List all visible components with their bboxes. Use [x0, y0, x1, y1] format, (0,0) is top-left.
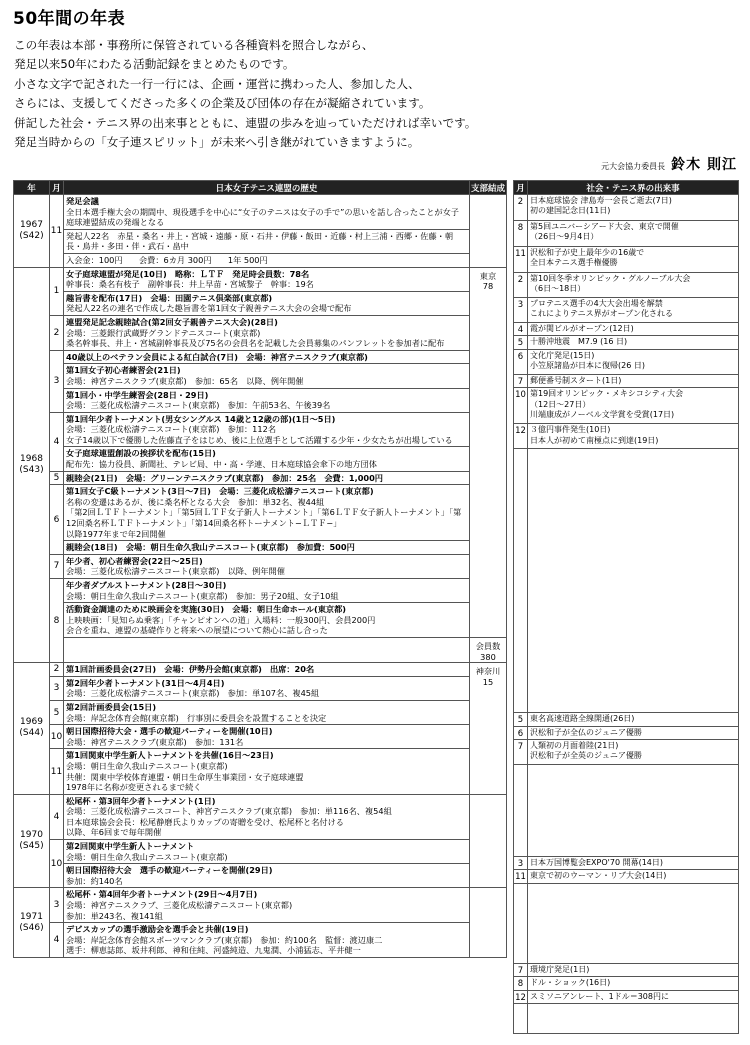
- table-row: [14, 923, 507, 958]
- event-cell: 入会金：100円 会費：6カ月 300円 1年 500円: [64, 253, 470, 267]
- social-month: 12: [514, 990, 528, 1003]
- event-cell: 趣旨書を配布(17日) 会場：田園テニス倶楽部(東京都) 発起人22名の連名で作成した趣旨書を第1回女子親善テニス大会の会場で配布: [64, 291, 470, 315]
- event-cell: 第1回関東中学生新人トーナメントを共催(16日〜23日) 会場：朝日生命久我山テニスコート(東京都) 共催：関東中学校体育連盟・朝日生命厚生事業団・女子庭球連盟 1978年に名称が変更されるまで続く: [64, 749, 470, 794]
- table-row: [14, 794, 507, 839]
- social-row: [514, 273, 739, 298]
- month-cell: 5: [50, 471, 64, 485]
- month-header: 月: [50, 181, 64, 195]
- social-event: [528, 765, 739, 857]
- month-cell: 11: [50, 749, 64, 794]
- table-row: [14, 291, 507, 315]
- social-month: 4: [514, 323, 528, 336]
- social-row-blank: [514, 449, 739, 713]
- history-header: 日本女子テニス連盟の歴史: [64, 181, 470, 195]
- social-row: [514, 977, 739, 990]
- page-title: 50年間の年表: [13, 9, 126, 29]
- branch-cell: 会員数 380: [470, 637, 507, 662]
- social-event: 十勝沖地震 M7.9 (16 日): [528, 336, 739, 349]
- month-cell: 8: [50, 579, 64, 663]
- social-event: 霞が関ビルがオープン(12日): [528, 323, 739, 336]
- intro-text: [14, 36, 734, 152]
- table-row: [14, 447, 507, 471]
- author-name: 鈴木 則江: [671, 157, 737, 173]
- social-row: [514, 870, 739, 883]
- social-event: ３億円事件発生(10日) 日本人が初めて南極点に到達(19日): [528, 424, 739, 449]
- social-event: 人類初の月面着陸(21日) 沢松和子が全英のジュニア優勝: [528, 740, 739, 765]
- social-row: [514, 298, 739, 323]
- social-row: [514, 963, 739, 976]
- social-row: [514, 990, 739, 1003]
- table-row: [14, 888, 507, 923]
- social-month: 5: [514, 336, 528, 349]
- social-month: [514, 449, 528, 713]
- social-month: 2: [514, 273, 528, 298]
- event-cell: 活動資金調達のために映画会を実施(30日) 会場：朝日生命ホール(東京都) 上映映画：「見知らぬ乗客」「チャンピオンへの道」入場料：一般300円、会員200円 会合を重ね、連盟の基礎作りと将来への展望について熱心に話し合った: [64, 603, 470, 638]
- social-row-blank: [514, 883, 739, 963]
- social-month: [514, 883, 528, 963]
- table-row: [14, 725, 507, 749]
- social-month: 6: [514, 726, 528, 739]
- social-event: 沢松和子が全仏のジュニア優勝: [528, 726, 739, 739]
- month-cell: 10: [50, 840, 64, 888]
- social-month: 8: [514, 977, 528, 990]
- author-signature: [601, 154, 737, 174]
- table-row: [14, 267, 507, 291]
- table-row: [14, 603, 507, 638]
- social-event: 第5回ユニバーシアード大会、東京で開催 （26日〜9月4日）: [528, 221, 739, 247]
- month-cell: 11: [50, 195, 64, 268]
- social-row: [514, 195, 739, 221]
- branch-cell: 東京 78: [470, 267, 507, 637]
- event-cell: 40歳以上のベテラン会員による紅白試合(7日) 会場：神宮テニスクラブ(東京都): [64, 350, 470, 364]
- social-month: 7: [514, 740, 528, 765]
- social-event: 沢松和子が史上最年少の16歳で 全日本テニス選手権優勝: [528, 247, 739, 273]
- table-row: [14, 412, 507, 447]
- social-event: [528, 883, 739, 963]
- history-header-row: [14, 181, 507, 195]
- event-cell: 連盟発足記念親睦試合(第2回女子親善テニス大会)(28日) 会場：三菱銀行武蔵野グランドテニスコート(東京都) 桑名幹事長、井上・宮城副幹事長及び75名の会員名を記載した会員募集のパンフレットを参加者に配布: [64, 315, 470, 350]
- event-cell: 第2回年少者トーナメント(31日〜4月4日) 会場：三菱化成松濤テニスコート(東京都) 参加：単107名、複45組: [64, 676, 470, 700]
- social-event: 東京で初のウーマン・リブ大会(14日): [528, 870, 739, 883]
- table-row: [14, 485, 507, 541]
- event-cell: 松尾杯・第4回年少者トーナメント(29日〜4月7日) 会場：神宮テニスクラブ、三菱化成松濤テニスコート(東京都) 参加：単243名、複141組: [64, 888, 470, 923]
- social-event: 第10回冬季オリンピック・グルノーブル大会 （6日〜18日）: [528, 273, 739, 298]
- social-month: 7: [514, 374, 528, 387]
- social-event: 環境庁発足(1日): [528, 963, 739, 976]
- table-row: [14, 637, 507, 662]
- social-row: [514, 349, 739, 374]
- author-role: 元大会協力委員長: [601, 162, 666, 171]
- event-spacer: [64, 637, 470, 662]
- social-row: [514, 713, 739, 726]
- table-row: [14, 700, 507, 724]
- social-row-blank: [514, 765, 739, 857]
- event-cell: 発起人22名 赤星・桑名・井上・宮城・遠藤・原・石井・伊藤・飯田・近藤・村上三浦・西郷・佐藤・朝長・鳥井・多田・伴・武石・畠中: [64, 229, 470, 253]
- year-cell: 1971 (S46): [14, 888, 50, 958]
- social-event: 日本庭球協会 津島寿一会長ご逝去(7日) 初の建国記念日(11日): [528, 195, 739, 221]
- social-event: [528, 1004, 739, 1034]
- social-month: 5: [514, 713, 528, 726]
- table-row: [14, 315, 507, 350]
- branch-cell: 神奈川 15: [470, 663, 507, 795]
- table-row: [14, 471, 507, 485]
- social-event: プロテニス選手の4大大会出場を解禁 これによりテニス界がオープン化される: [528, 298, 739, 323]
- table-row: [14, 663, 507, 677]
- social-month: 10: [514, 388, 528, 424]
- event-cell: 第1回計画委員会(27日) 会場：伊勢丹会館(東京都) 出席：20名: [64, 663, 470, 677]
- intro-line: 小さな文字で記された一行一行には、企画・運営に携わった人、参加した人、: [14, 76, 420, 91]
- event-cell: 第1回年少者トーナメント(男女シングルス 14歳と12歳の部)(1日〜5日) 会場：三菱化成松濤テニスコート(東京都) 参加：112名 女子14歳以下で優勝した佐藤直子をはじめ、後に上位選手として活躍する少年・少女たちが出場している: [64, 412, 470, 447]
- table-row: [14, 554, 507, 578]
- social-events-table: [513, 180, 739, 1034]
- social-row: [514, 247, 739, 273]
- table-row: [14, 840, 507, 864]
- social-row: [514, 336, 739, 349]
- event-cell: 年少者ダブルストーナメント(28日〜30日) 会場：朝日生命久我山テニスコート(東京都) 参加：男子20組、女子10組: [64, 579, 470, 603]
- event-cell: 第2回計画委員会(15日) 会場：岸記念体育会館(東京都) 行事別に委員会を設置することを決定: [64, 700, 470, 724]
- event-cell: 女子庭球連盟創設の挨拶状を配布(15日) 配布先：協力役員、新聞社、テレビ局、中・高・学連、日本庭球協会傘下の地方団体: [64, 447, 470, 471]
- social-row-blank: [514, 1004, 739, 1034]
- table-row: [14, 388, 507, 412]
- table-row: [14, 579, 507, 603]
- month-cell: 1: [50, 267, 64, 315]
- intro-line: さらには、支援してくださった多くの企業及び団体の存在が凝縮されています。: [14, 96, 431, 111]
- event-cell: 年少者、初心者練習会(22日〜25日) 会場：三菱化成松濤テニスコート(東京都) 以降、例年開催: [64, 554, 470, 578]
- social-month: 8: [514, 221, 528, 247]
- month-cell: 3: [50, 888, 64, 923]
- social-month: 3: [514, 298, 528, 323]
- social-row: [514, 323, 739, 336]
- social-month: [514, 765, 528, 857]
- table-row: [14, 350, 507, 364]
- event-cell: 第1回女子初心者練習会(21日) 会場：神宮テニスクラブ(東京都) 参加：65名 以降、例年開催: [64, 364, 470, 388]
- social-row: [514, 740, 739, 765]
- social-row: [514, 726, 739, 739]
- social-month: 11: [514, 870, 528, 883]
- year-cell: 1968 (S43): [14, 267, 50, 663]
- social-row: [514, 374, 739, 387]
- branch-cell: [470, 195, 507, 268]
- year-header: 年: [14, 181, 50, 195]
- social-event: スミソニアンレート、1ドル＝308円に: [528, 990, 739, 1003]
- event-cell: 第1回女子C級トーナメント(3日〜7日) 会場：三菱化成松濤テニスコート(東京都) 名称の変遷はあるが、後に桑名杯となる大会 参加：単32名、複44組 「第2回ＬＴＦトーナメント」「第5回ＬＴＦ女子新人トーナメント」「第6ＬＴＦ女子新人トーナメント」「第12回桑名杯ＬＴＦトーナメント」「第14回桑名杯トーナメント−ＬＴＦ−」 以降1977年まで年2回開催: [64, 485, 470, 541]
- event-cell: デビスカップの選手激励会を選手会と共催(19日) 会場：岸記念体育会館スポーツマンクラブ(東京都) 参加：約100名 監督：渡辺康二 選手：柳恵誌郎、坂井利郎、神和住純、河盛純造、九鬼潤、小浦猛志、平井健一: [64, 923, 470, 958]
- event-cell: 親睦会(18日) 会場：朝日生命久我山テニスコート(東京都) 参加費：500円: [64, 541, 470, 555]
- event-cell: 松尾杯・第3回年少者トーナメント(1日) 会場：三菱化成松濤テニスコート、神宮テニスクラブ(東京都) 参加：単116名、複54組 日本庭球協会会長：松尾静磨氏よりカップの寄贈を受け、松尾杯と名付ける 以降、年6回まで毎年開催: [64, 794, 470, 839]
- month-cell: 2: [50, 315, 64, 350]
- table-row: [14, 229, 507, 253]
- branch-cell: [470, 794, 507, 888]
- branch-header: 支部結成: [470, 181, 507, 195]
- social-event: 第19回オリンピック・メキシコシティ大会 （12日〜27日） 川端康成がノーベル文学賞を受賞(17日): [528, 388, 739, 424]
- table-row: [14, 864, 507, 888]
- social-event: 東名高速道路全線開通(26日): [528, 713, 739, 726]
- event-cell: 親睦会(21日) 会場：グリーンテニスクラブ(東京都) 参加：25名 会費：1,000円: [64, 471, 470, 485]
- month-cell: 4: [50, 412, 64, 471]
- social-row: [514, 857, 739, 870]
- event-cell: 第2回関東中学生新人トーナメント 会場：朝日生命久我山テニスコート(東京都): [64, 840, 470, 864]
- event-cell: 第1回小・中学生練習会(28日・29日) 会場：三菱化成松濤テニスコート(東京都) 参加：午前53名、午後39名: [64, 388, 470, 412]
- social-events-header: 社会・テニス界の出来事: [528, 181, 739, 195]
- branch-cell: [470, 888, 507, 958]
- month-cell: 10: [50, 725, 64, 749]
- month-cell: 4: [50, 794, 64, 839]
- event-cell: 女子庭球連盟が発足(10日) 略称：ＬＴＦ 発足時会員数：78名 幹事長：桑名有枝子 副幹事長：井上早苗・宮城黎子 幹事：19名: [64, 267, 470, 291]
- event-cell: 発足会議 全日本選手権大会の期間中、現役選手を中心に“女子のテニスは女子の手で”の思いを話し合ったことが女子庭球連盟結成の発端となる: [64, 195, 470, 230]
- month-cell: 2: [50, 663, 64, 677]
- social-month: 7: [514, 963, 528, 976]
- history-table: [13, 180, 507, 958]
- intro-line: 発足当時からの「女子連スピリット」が未来へ引き継がれていきますように。: [14, 135, 420, 150]
- social-month-header: 月: [514, 181, 528, 195]
- intro-line: 併記した社会・テニス界の出来事とともに、連盟の歩みを辿っていただければ幸いです。: [14, 115, 477, 130]
- social-event: ドル・ショック(16日): [528, 977, 739, 990]
- intro-line: 発足以来50年にわたる活動記録をまとめたものです。: [14, 57, 295, 72]
- table-row: [14, 541, 507, 555]
- year-cell: 1967 (S42): [14, 195, 50, 268]
- year-cell: 1970 (S45): [14, 794, 50, 888]
- social-month: 11: [514, 247, 528, 273]
- table-row: [14, 253, 507, 267]
- social-row: [514, 221, 739, 247]
- month-cell: 6: [50, 485, 64, 555]
- table-row: [14, 749, 507, 794]
- social-month: 12: [514, 424, 528, 449]
- intro-line: この年表は本部・事務所に保管されている各種資料を照合しながら、: [14, 38, 374, 52]
- social-month: 6: [514, 349, 528, 374]
- table-row: [14, 364, 507, 388]
- social-month: 2: [514, 195, 528, 221]
- month-cell: 3: [50, 350, 64, 412]
- table-row: [14, 195, 507, 230]
- month-cell: 5: [50, 700, 64, 724]
- social-header-row: [514, 181, 739, 195]
- social-event: 日本万国博覧会EXPO'70 開幕(14日): [528, 857, 739, 870]
- social-event: 文化庁発足(15日) 小笠原諸島が日本に復帰(26 日): [528, 349, 739, 374]
- social-month: 3: [514, 857, 528, 870]
- social-row: [514, 424, 739, 449]
- month-cell: 3: [50, 676, 64, 700]
- social-event: [528, 449, 739, 713]
- social-row: [514, 388, 739, 424]
- social-month: [514, 1004, 528, 1034]
- table-row: [14, 676, 507, 700]
- social-event: 郵便番号制スタート(1日): [528, 374, 739, 387]
- event-cell: 朝日国際招待大会 選手の歓迎パーティーを開催(29日) 参加：約140名: [64, 864, 470, 888]
- month-cell: 7: [50, 554, 64, 578]
- year-cell: 1969 (S44): [14, 663, 50, 795]
- event-cell: 朝日国際招待大会・選手の歓迎パーティーを開催(10日) 会場：神宮テニスクラブ(東京都) 参加：131名: [64, 725, 470, 749]
- month-cell: 4: [50, 923, 64, 958]
